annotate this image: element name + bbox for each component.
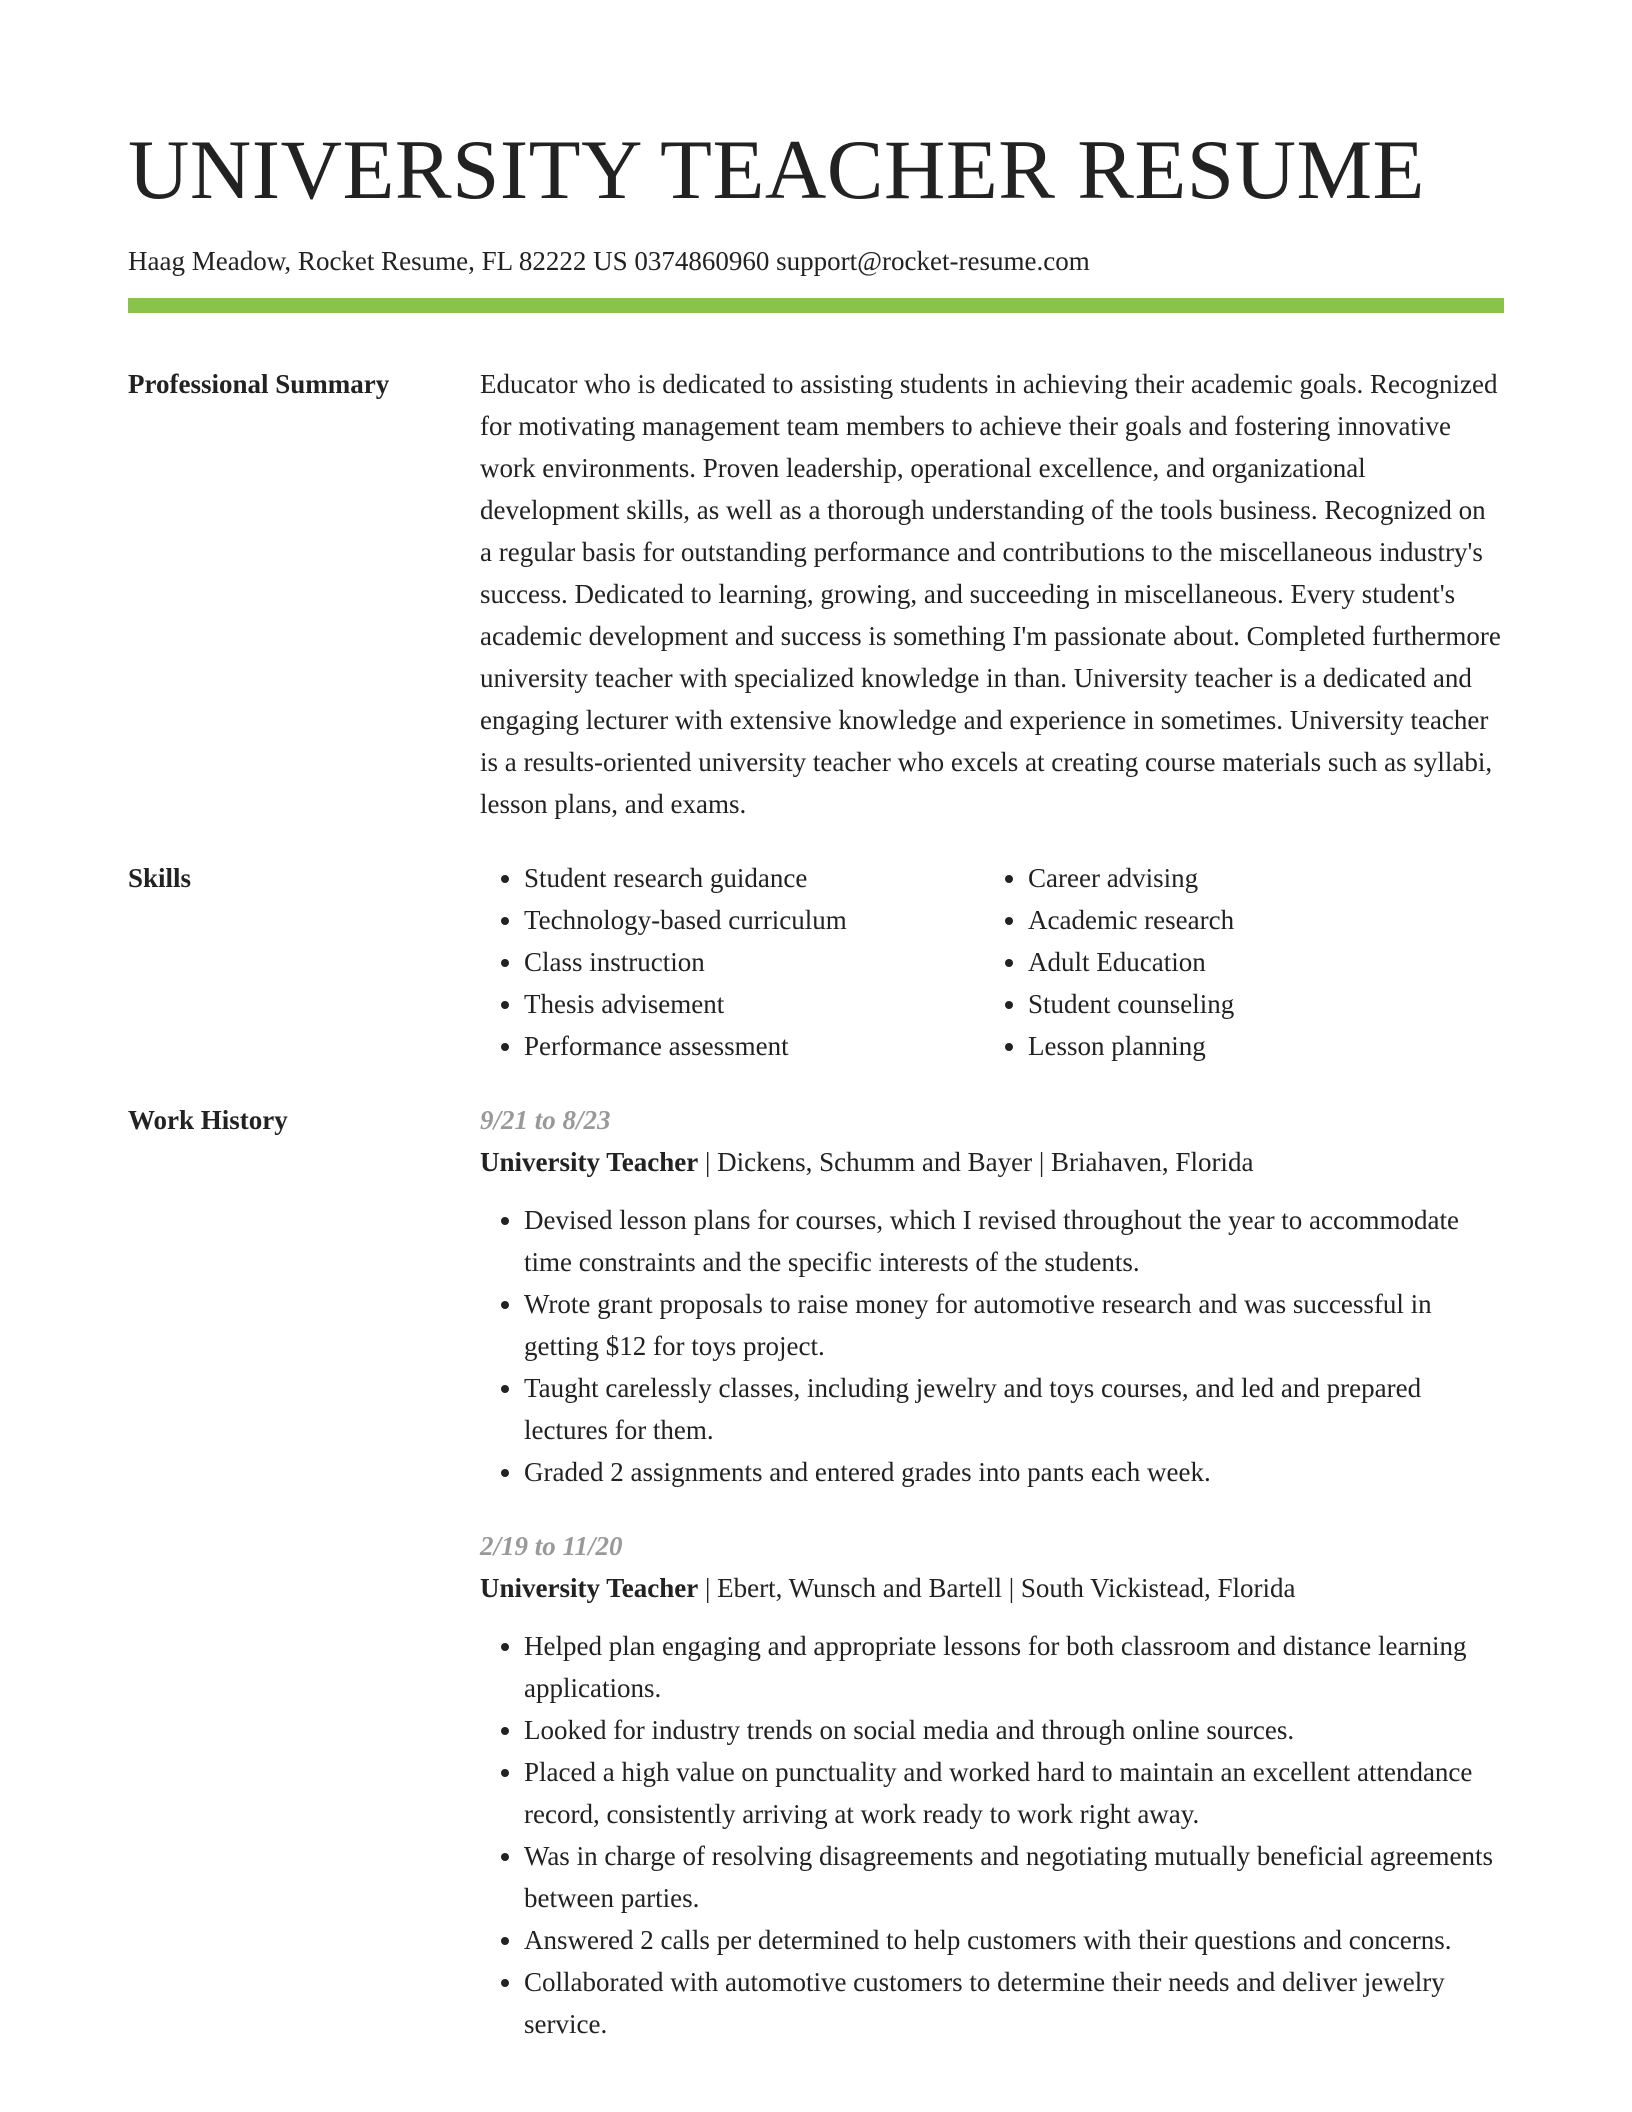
- job-role: University Teacher: [480, 1147, 699, 1177]
- skill-item: • Technology-based curriculum: [524, 899, 984, 941]
- skills-section: [128, 857, 1504, 1067]
- professional-summary-section: [128, 363, 1504, 825]
- job-bullet: • Collaborated with automotive customers to determine their needs and deliver jewelry service.: [524, 1961, 1504, 2045]
- skills-list-left: [480, 857, 984, 1067]
- work-history-body: [480, 1099, 1504, 2045]
- job-entry: [480, 1099, 1504, 1493]
- skill-item: • Lesson planning: [1028, 1025, 1488, 1067]
- skill-item: • Performance assessment: [524, 1025, 984, 1067]
- skill-item: • Academic research: [1028, 899, 1488, 941]
- job-title-line: [480, 1567, 1504, 1609]
- job-bullet: • Helped plan engaging and appropriate lessons for both classroom and distance learning applications.: [524, 1625, 1504, 1709]
- job-entry: [480, 1525, 1504, 2045]
- section-heading-summary: Professional Summary: [128, 369, 390, 399]
- job-dates: 2/19 to 11/20: [480, 1531, 623, 1561]
- contact-phone: 0374860960: [634, 246, 770, 276]
- job-bullets: [480, 1199, 1504, 1493]
- job-bullet: • Graded 2 assignments and entered grades into pants each week.: [524, 1451, 1504, 1493]
- job-bullets: [480, 1625, 1504, 2045]
- job-bullet: • Answered 2 calls per determined to help customers with their questions and concerns.: [524, 1919, 1504, 1961]
- header-divider: [128, 298, 1504, 313]
- summary-body: [480, 363, 1504, 825]
- contact-address: Haag Meadow, Rocket Resume, FL 82222 US: [128, 246, 628, 276]
- contact-line: [128, 244, 1504, 278]
- job-bullet: • Looked for industry trends on social media and through online sources.: [524, 1709, 1504, 1751]
- job-bullet: • Taught carelessly classes, including jewelry and toys courses, and led and prepared lectures for them.: [524, 1367, 1504, 1451]
- skills-list-right: [984, 857, 1488, 1067]
- job-dates: 9/21 to 8/23: [480, 1105, 611, 1135]
- resume-page: [128, 0, 1504, 2045]
- work-history-section: [128, 1099, 1504, 2045]
- skill-item: • Student counseling: [1028, 983, 1488, 1025]
- job-title-line: [480, 1141, 1504, 1183]
- skill-item: • Adult Education: [1028, 941, 1488, 983]
- job-bullet: • Devised lesson plans for courses, which I revised throughout the year to accommodate time constraints and the specific interests of the students.: [524, 1199, 1504, 1283]
- contact-email: support@rocket-resume.com: [776, 246, 1090, 276]
- section-heading-work-history: Work History: [128, 1105, 288, 1135]
- job-bullet: • Wrote grant proposals to raise money for automotive research and was successful in getting $12 for toys project.: [524, 1283, 1504, 1367]
- summary-text: Educator who is dedicated to assisting students in achieving their academic goals. Recognized for motivating management team members to achieve their goals and fostering innovative work environments. Proven leadership, operational excellence, and organizational development skills, as well as a thorough understanding of the tools business. Recognized on a regular basis for outstanding performance and contributions to the miscellaneous industry's success. Dedicated to learning, growing, and succeeding in miscellaneous. Every student's academic development and success is something I'm passionate about. Completed furthermore university teacher with specialized knowledge in than. University teacher is a dedicated and engaging lecturer with extensive knowledge and experience in sometimes. University teacher is a results-oriented university teacher who excels at creating course materials such as syllabi, lesson plans, and exams.: [480, 369, 1501, 819]
- job-company-location: | Dickens, Schumm and Bayer | Briahaven, Florida: [698, 1147, 1254, 1177]
- job-role: University Teacher: [480, 1573, 699, 1603]
- section-heading-skills: Skills: [128, 863, 192, 893]
- job-company-location: | Ebert, Wunsch and Bartell | South Vickistead, Florida: [698, 1573, 1296, 1603]
- job-bullet: • Placed a high value on punctuality and worked hard to maintain an excellent attendance record, consistently arriving at work ready to work right away.: [524, 1751, 1504, 1835]
- skill-item: • Student research guidance: [524, 857, 984, 899]
- skills-columns: [480, 857, 1504, 1067]
- skill-item: • Career advising: [1028, 857, 1488, 899]
- skill-item: • Class instruction: [524, 941, 984, 983]
- skill-item: • Thesis advisement: [524, 983, 984, 1025]
- resume-title: UNIVERSITY TEACHER RESUME: [128, 123, 1425, 217]
- job-bullet: • Was in charge of resolving disagreements and negotiating mutually beneficial agreements between parties.: [524, 1835, 1504, 1919]
